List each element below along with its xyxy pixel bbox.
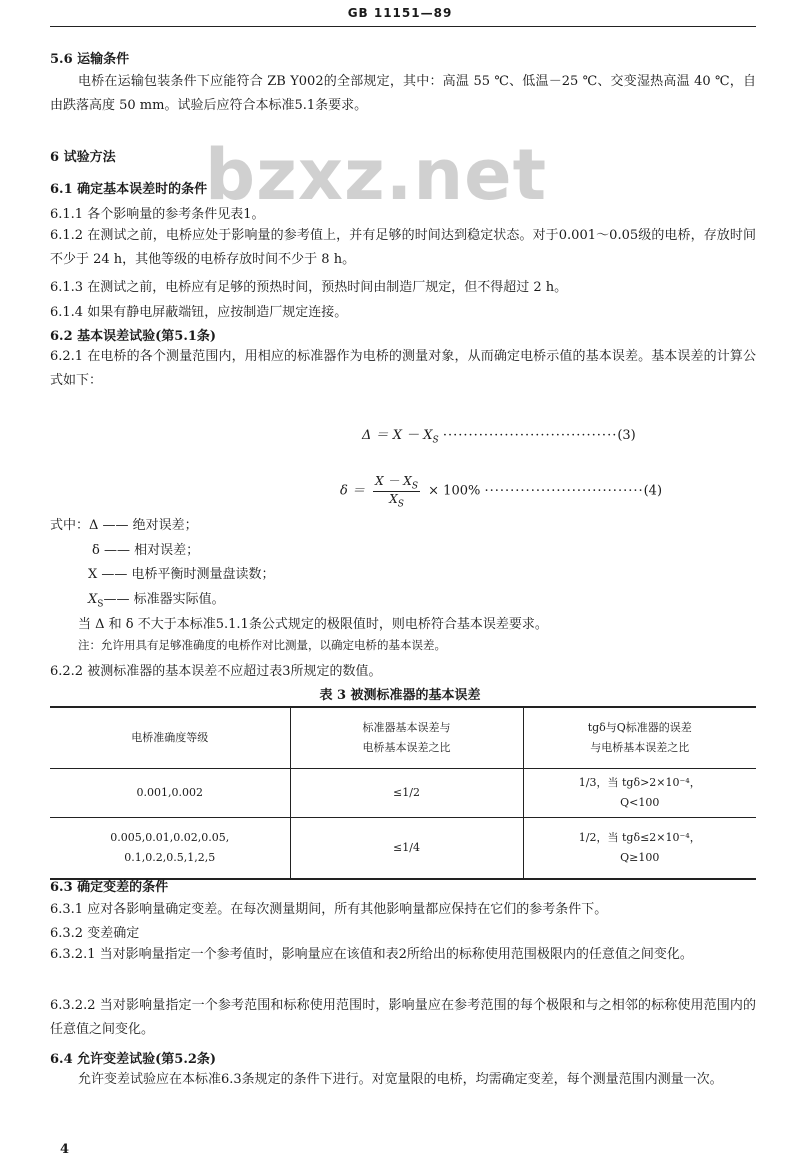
table-row (50, 769, 756, 818)
page-number: 4 (60, 1142, 70, 1157)
where-line-3: X —— 电桥平衡时测量盘读数； (88, 567, 275, 582)
table-cell: 0.001,0.002 (50, 769, 290, 818)
page-header: GB 11151—89 (347, 6, 453, 20)
clause-6-1-3: 6.1.3 在测试之前，电桥应有足够的预热时间，预热时间由制造厂规定，但不得超过 2 h。 (50, 280, 568, 295)
section-6-2-title: 6.2 基本误差试验(第5.1条) (50, 329, 217, 344)
table-3 (50, 706, 756, 880)
section-6-4-title: 6.4 允许变差试验(第5.2条) (50, 1052, 217, 1067)
clause-6-3-1: 6.3.1 应对各影响量确定变差。在每次测量期间，所有其他影响量都应保持在它们的参考条件下。 (50, 902, 608, 917)
clause-6-1-2: 6.1.2 在测试之前，电桥应处于影响量的参考值上，并有足够的时间达到稳定状态。对于0.001～0.05级的电桥，存放时间不少于 24 h，其他等级的电桥存放时间不少于 8 h。 (50, 228, 756, 267)
table-cell: 1/3，当 tgδ>2×10⁻⁴， Q<100 (523, 769, 756, 818)
table-title: 表 3 被测标准器的基本误差 (319, 688, 481, 703)
table-row (50, 818, 756, 880)
watermark: bzxz.net (205, 134, 548, 216)
note: 注：允许用具有足够准确度的电桥作对比测量，以确定电桥的基本误差。 (78, 638, 446, 652)
clause-6-3-2: 6.3.2 变差确定 (50, 926, 140, 941)
section-6-3-title: 6.3 确定变差的条件 (50, 880, 169, 895)
table-header-cell: 电桥准确度等级 (50, 707, 290, 769)
where-line-2: δ —— 相对误差； (92, 543, 200, 558)
section-5-6-title: 5.6 运输条件 (50, 52, 130, 67)
equation-4-number: (4) (643, 483, 663, 499)
table-header-row (50, 707, 756, 769)
where-line-4: $X_S——$ 标准器实际值。 (88, 592, 225, 610)
fraction: $\frac{X - X_S}{X_S}$ (375, 474, 419, 510)
table-cell: 1/2，当 tgδ≤2×10⁻⁴， Q≥100 (523, 818, 756, 880)
table-cell: ≤1/2 (290, 769, 523, 818)
section-6-4-body: 允许变差试验应在本标准6.3条规定的条件下进行。对宽量限的电桥，均需确定变差，每个测量范围内测量一次。 (78, 1072, 723, 1087)
equation-3: $\Delta = X - X_S \cdot\cdot\cdot\cdot\cdot\cdot\cdot\cdot\cdot\cdot\cdot\cdot\cdot\cdot\cdot\cdot\cdot\cdot\cdot\cdot\cdot\cdot\cdot\cdot\cdot\cdot\cdot\cdot\cdot\cdot\cdot\cdot\cdot\cdot(3)$ (362, 428, 636, 446)
table-cell: ≤1/4 (290, 818, 523, 880)
section-6-1-title: 6.1 确定基本误差时的条件 (50, 182, 208, 197)
table-header-cell: tgδ与Q标准器的误差 与电桥基本误差之比 (523, 707, 756, 769)
clause-6-1-4: 6.1.4 如果有静电屏蔽端钮，应按制造厂规定连接。 (50, 305, 348, 320)
clause-6-2-1: 6.2.1 在电桥的各个测量范围内，用相应的标准器作为电桥的测量对象，从而确定电桥示值的基本误差。基本误差的计算公式如下： (50, 349, 756, 388)
clause-6-3-2-1: 6.3.2.1 当对影响量指定一个参考值时，影响量应在该值和表2所给出的标称使用范围极限内的任意值之间变化。 (50, 947, 693, 962)
conclusion: 当 Δ 和 δ 不大于本标准5.1.1条公式规定的极限值时，则电桥符合基本误差要求。 (78, 617, 548, 632)
clause-6-2-2: 6.2.2 被测标准器的基本误差不应超过表3所规定的数值。 (50, 664, 382, 679)
table-cell: 0.005,0.01,0.02,0.05, 0.1,0.2,0.5,1,2,5 (50, 818, 290, 880)
equation-3-number: (3) (617, 428, 636, 443)
clause-6-1-1: 6.1.1 各个影响量的参考条件见表1。 (50, 207, 265, 222)
header-rule (50, 26, 756, 27)
table-header-cell: 标准器基本误差与 电桥基本误差之比 (290, 707, 523, 769)
clause-6-3-2-2: 6.3.2.2 当对影响量指定一个参考范围和标称使用范围时，影响量应在参考范围的每个极限和与之相邻的标称使用范围内的任意值之间变化。 (50, 998, 756, 1037)
section-6-title: 6 试验方法 (50, 150, 116, 165)
equation-4: δ ＝ $\frac{X - X_S}{X_S}$ × 100% ·······························(4) (340, 474, 663, 510)
section-5-6-body: 电桥在运输包装条件下应能符合 ZB Y002的全部规定，其中：高温 55 ℃、低温－25 ℃、交变湿热高温 40 ℃，自由跌落高度 50 mm。试验后应符合本标准5.1条要求。 (50, 74, 756, 113)
where-line-1: 式中：Δ —— 绝对误差； (50, 518, 198, 533)
